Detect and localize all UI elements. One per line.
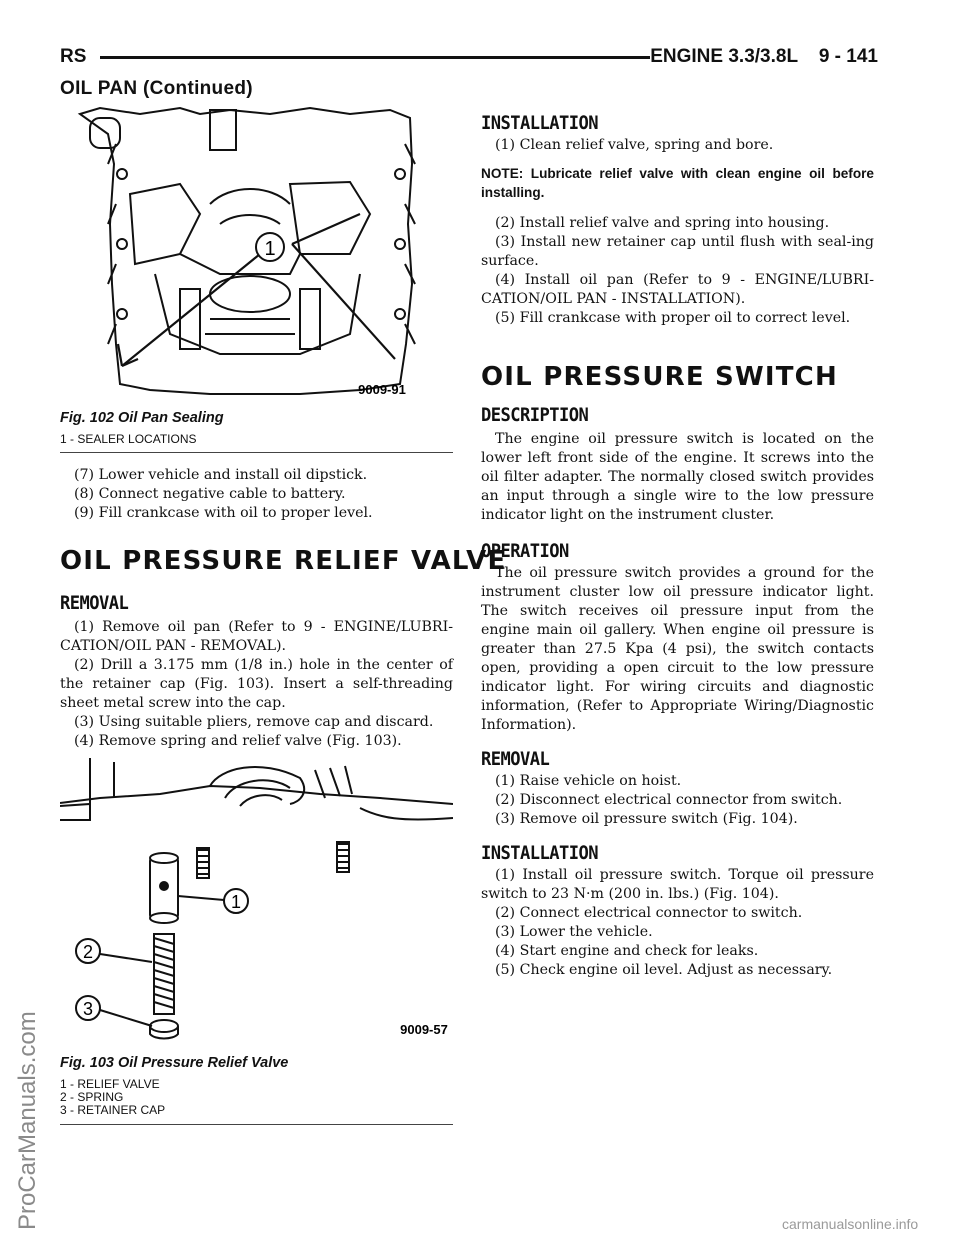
fig103-legend-1: 1 - RELIEF VALVE: [60, 1077, 160, 1091]
fig103-rule: [60, 1124, 453, 1125]
fig103-callout-1: 1: [230, 892, 242, 912]
switch-install-step-2: (2) Connect electrical connector to switch.: [495, 905, 803, 921]
relief-install-step-1: (1) Clean relief valve, spring and bore.: [495, 137, 774, 153]
fig102-callout-1: 1: [264, 238, 276, 260]
relief-install-step-3: (3) Install new retainer cap until flush with seal-ing surface.: [481, 234, 874, 269]
relief-valve-drawing: [60, 758, 453, 1048]
relief-installation-heading: INSTALLATION: [481, 112, 599, 134]
relief-install-note: NOTE: Lubricate relief valve with clean engine oil before installing.: [481, 166, 874, 200]
fig103-legend-2: 2 - SPRING: [60, 1090, 124, 1104]
switch-description-block: [481, 430, 874, 525]
switch-operation-heading-wrap: [481, 540, 874, 562]
footer-watermark: carmanualsonline.info: [782, 1216, 919, 1232]
switch-removal-heading-wrap: [481, 748, 874, 770]
relief-removal-steps: [60, 618, 453, 751]
fig102-rule: [60, 452, 453, 453]
relief-valve-title: OIL PRESSURE RELIEF VALVE: [60, 546, 507, 576]
left-step-9: (9) Fill crankcase with oil to proper level.: [74, 505, 373, 521]
fig103-callout-3: 3: [82, 999, 94, 1019]
switch-title-wrap: [481, 362, 838, 392]
relief-removal-step-3: (3) Using suitable pliers, remove cap and discard.: [74, 714, 434, 730]
header-page-title: ENGINE 3.3/3.8L 9 - 141: [650, 46, 878, 67]
relief-removal-step-1: (1) Remove oil pan (Refer to 9 - ENGINE/LUBRI-CATION/OIL PAN - REMOVAL).: [60, 619, 453, 654]
fig102-drawing-code: 9009-91: [358, 382, 406, 397]
oil-pan-sealing-drawing: [60, 104, 453, 406]
switch-removal-step-3: (3) Remove oil pressure switch (Fig. 104).: [495, 811, 798, 827]
fig102-illustration: [60, 104, 453, 406]
switch-install-step-5: (5) Check engine oil level. Adjust as necessary.: [495, 962, 833, 978]
relief-valve-title-wrap: [60, 546, 506, 576]
relief-install-step-4: (4) Install oil pan (Refer to 9 - ENGINE/LUBRI-CATION/OIL PAN - INSTALLATION).: [481, 272, 874, 307]
fig103-callout-2: 2: [82, 942, 94, 962]
relief-removal-step-4: (4) Remove spring and relief valve (Fig. 103).: [74, 733, 402, 749]
switch-operation-text: The oil pressure switch provides a ground for the instrument cluster low oil pressure indicator light. The switch receives oil pressure input from the engine main oil gallery. When engine oil pressure is greater than 27.5 Kpa (4 psi), the switch contacts open, providing a open circuit to the low pressure indicator light. For wiring circuits and diagnostic information, (Refer to Appropriate Wiring/Diagnostic Information).: [481, 565, 874, 733]
switch-install-steps: [481, 866, 874, 980]
switch-installation-heading-wrap: [481, 842, 874, 864]
relief-installation-heading-wrap: [481, 112, 874, 134]
relief-install-step-2: (2) Install relief valve and spring into housing.: [495, 215, 830, 231]
switch-installation-heading: INSTALLATION: [481, 842, 599, 864]
fig103-illustration: [60, 758, 453, 1048]
switch-description-heading-wrap: [481, 404, 874, 426]
switch-description-heading: DESCRIPTION: [481, 404, 589, 426]
switch-removal-step-2: (2) Disconnect electrical connector from switch.: [495, 792, 843, 808]
left-step-8: (8) Connect negative cable to battery.: [74, 486, 346, 502]
switch-title: OIL PRESSURE SWITCH: [481, 362, 838, 392]
relief-install-step-5: (5) Fill crankcase with proper oil to correct level.: [495, 310, 851, 326]
switch-operation-block: [481, 564, 874, 735]
relief-removal-heading: REMOVAL: [60, 592, 129, 614]
header-section-code: RS: [60, 46, 87, 67]
fig103-legend-3: 3 - RETAINER CAP: [60, 1103, 166, 1117]
switch-install-step-3: (3) Lower the vehicle.: [495, 924, 653, 940]
left-steps-block: [60, 466, 453, 523]
switch-removal-steps: [481, 772, 874, 829]
switch-removal-step-1: (1) Raise vehicle on hoist.: [495, 773, 682, 789]
relief-removal-heading-wrap: [60, 592, 453, 614]
side-watermark: ProCarManuals.com: [14, 1011, 41, 1230]
fig103-drawing-code: 9009-57: [400, 1022, 448, 1037]
switch-install-step-4: (4) Start engine and check for leaks.: [495, 943, 759, 959]
switch-description-text: The engine oil pressure switch is located on the lower left front side of the engine. It screws into the oil filter adapter. The normally closed switch provides an input through a single wire to the low pressure indicator light on the instrument cluster.: [481, 431, 874, 523]
switch-install-step-1: (1) Install oil pressure switch. Torque oil pressure switch to 23 N·m (200 in. lbs.) (Fig. 104).: [481, 867, 874, 902]
fig102-caption: Fig. 102 Oil Pan Sealing: [60, 410, 224, 426]
page-header: [60, 46, 878, 74]
switch-removal-heading: REMOVAL: [481, 748, 550, 770]
fig103-legend: [60, 1078, 165, 1117]
fig103-caption: Fig. 103 Oil Pressure Relief Valve: [60, 1055, 289, 1071]
header-rule: [100, 56, 650, 59]
switch-operation-heading: OPERATION: [481, 540, 569, 562]
continued-heading: OIL PAN (Continued): [60, 78, 253, 99]
relief-removal-step-2: (2) Drill a 3.175 mm (1/8 in.) hole in the center of the retainer cap (Fig. 103). Insert a self-threading sheet metal screw into the cap.: [60, 657, 453, 711]
left-step-7: (7) Lower vehicle and install oil dipstick.: [74, 467, 368, 483]
fig102-legend-1: 1 - SEALER LOCATIONS: [60, 432, 197, 446]
relief-install-block: [481, 136, 874, 328]
